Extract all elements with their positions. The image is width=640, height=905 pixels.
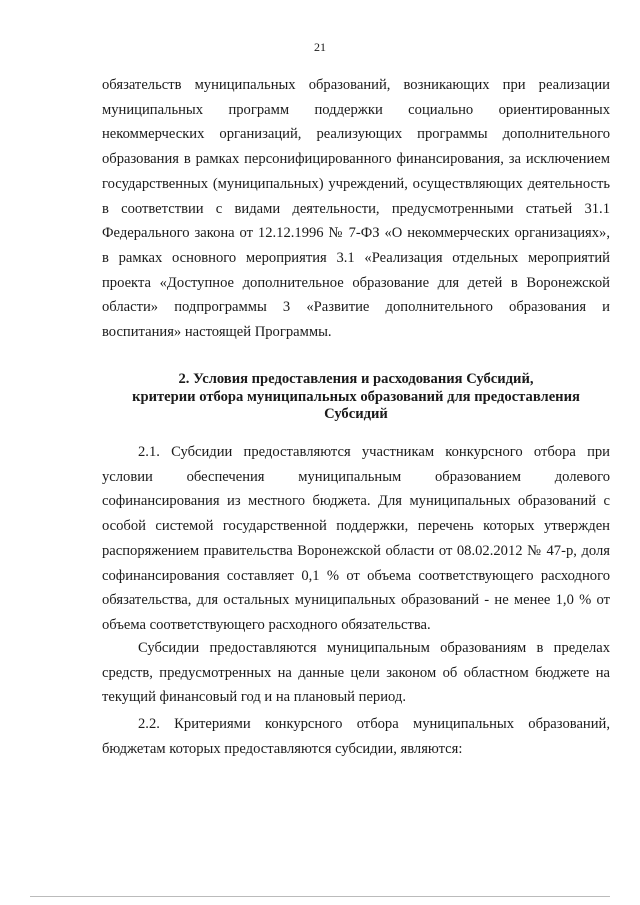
text-line: обязательств муниципальных образований, возникающих при реализации	[102, 77, 610, 93]
text-line: проекта «Доступное дополнительное образование для детей в Воронежской	[102, 274, 610, 291]
heading-line: Субсидий	[324, 406, 388, 422]
text-line: объема соответствующего расходного обязательства.	[102, 616, 431, 633]
text-line: обязательства, для остальных муниципальных образований - не менее 1,0 % от	[102, 592, 610, 609]
text-line: условии обеспечения муниципальным образованием долевого	[102, 468, 610, 485]
section-heading	[102, 371, 610, 424]
paragraph-2-2	[102, 712, 610, 761]
text-line: софинансирования из местного бюджета. Для муниципальных образований с	[102, 493, 610, 510]
paragraph-continuation	[102, 73, 610, 345]
text-line: государственных (муниципальных) учреждений, осуществляющих деятельность	[102, 175, 610, 192]
paragraph-subsidies-limits	[102, 636, 610, 710]
text-line: Федерального закона от 12.12.1996 № 7-ФЗ «О некоммерческих организациях»,	[102, 225, 610, 242]
page-number: 21	[314, 40, 326, 54]
text-line: 2.2. Критериями конкурсного отбора муниципальных образований,	[138, 716, 610, 732]
text-line: воспитания» настоящей Программы.	[102, 324, 332, 341]
text-line: распоряжением правительства Воронежской области от 08.02.2012 № 47-р, доля	[102, 542, 610, 559]
heading-line: критерии отбора муниципальных образований для предоставления	[132, 388, 580, 405]
text-line: бюджетам которых предоставляются субсидии, являются:	[102, 740, 463, 757]
text-line: в рамках основного мероприятия 3.1 «Реализация отдельных мероприятий	[102, 249, 610, 266]
text-line: софинансирования составляет 0,1 % от объема соответствующего расходного	[102, 567, 610, 584]
text-line: Субсидии предоставляются муниципальным образованиям в пределах	[138, 640, 610, 656]
text-line: образования в рамках персонифицированного финансирования, за исключением	[102, 151, 610, 168]
scan-edge-line	[30, 896, 610, 897]
heading-line: 2. Условия предоставления и расходования Субсидий,	[178, 371, 534, 387]
text-line: особой системой государственной поддержки, перечень которых утвержден	[102, 518, 610, 535]
text-line: 2.1. Субсидии предоставляются участникам конкурсного отбора при	[138, 444, 610, 460]
text-line: области» подпрограммы 3 «Развитие дополнительного образования и	[102, 299, 610, 316]
text-line: средств, предусмотренных на данные цели законом об областном бюджете на	[102, 664, 610, 681]
text-line: в соответствии с видами деятельности, предусмотренными статьей 31.1	[102, 200, 610, 217]
text-line: некоммерческих организаций, реализующих программы дополнительного	[102, 126, 610, 143]
text-line: муниципальных программ поддержки социально ориентированных	[102, 101, 610, 118]
text-line: текущий финансовый год и на плановый период.	[102, 689, 406, 706]
paragraph-2-1	[102, 440, 610, 638]
